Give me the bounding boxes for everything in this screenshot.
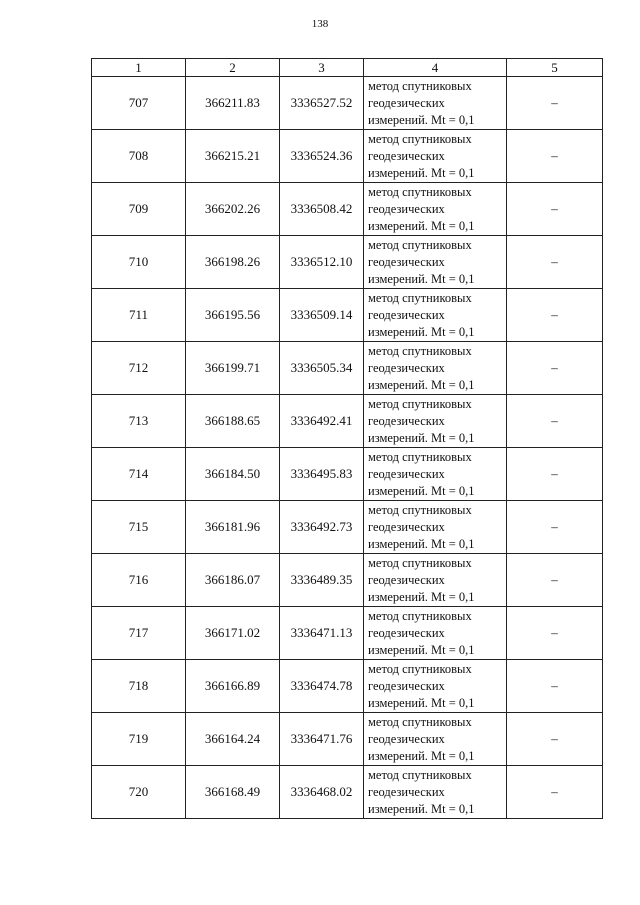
x-coordinate-cell: 366171.02 <box>186 607 280 660</box>
point-number-cell: 711 <box>92 289 186 342</box>
method-line: метод спутниковых <box>368 608 472 623</box>
method-line: метод спутниковых <box>368 449 472 464</box>
method-cell <box>364 77 507 130</box>
y-coordinate-cell: 3336527.52 <box>280 77 364 130</box>
column-header-2: 2 <box>186 59 280 77</box>
method-line: метод спутниковых <box>368 767 472 782</box>
x-coordinate-cell: 366199.71 <box>186 342 280 395</box>
method-line: метод спутниковых <box>368 714 472 729</box>
y-coordinate-cell: 3336474.78 <box>280 660 364 713</box>
y-coordinate-cell: 3336471.76 <box>280 713 364 766</box>
method-cell <box>364 236 507 289</box>
x-coordinate-cell: 366181.96 <box>186 501 280 554</box>
table-row <box>92 713 603 766</box>
note-cell: – <box>507 183 603 236</box>
method-line: измерений. Mt = 0,1 <box>368 218 475 233</box>
method-line: измерений. Mt = 0,1 <box>368 483 475 498</box>
note-cell: – <box>507 660 603 713</box>
method-line: метод спутниковых <box>368 237 472 252</box>
column-header-4: 4 <box>364 59 507 77</box>
x-coordinate-cell: 366188.65 <box>186 395 280 448</box>
y-coordinate-cell: 3336492.73 <box>280 501 364 554</box>
method-cell <box>364 395 507 448</box>
table-row <box>92 660 603 713</box>
table-row <box>92 448 603 501</box>
method-line: измерений. Mt = 0,1 <box>368 589 475 604</box>
table-row <box>92 236 603 289</box>
method-cell <box>364 183 507 236</box>
method-line: измерений. Mt = 0,1 <box>368 112 475 127</box>
method-line: геодезических <box>368 678 445 693</box>
point-number-cell: 713 <box>92 395 186 448</box>
table-row <box>92 342 603 395</box>
method-line: измерений. Mt = 0,1 <box>368 801 475 816</box>
method-line: геодезических <box>368 360 445 375</box>
y-coordinate-cell: 3336512.10 <box>280 236 364 289</box>
method-line: измерений. Mt = 0,1 <box>368 271 475 286</box>
x-coordinate-cell: 366211.83 <box>186 77 280 130</box>
x-coordinate-cell: 366215.21 <box>186 130 280 183</box>
note-cell: – <box>507 130 603 183</box>
table-header-row <box>92 59 603 77</box>
x-coordinate-cell: 366184.50 <box>186 448 280 501</box>
y-coordinate-cell: 3336524.36 <box>280 130 364 183</box>
table-row <box>92 289 603 342</box>
method-line: измерений. Mt = 0,1 <box>368 324 475 339</box>
note-cell: – <box>507 77 603 130</box>
table-row <box>92 183 603 236</box>
note-cell: – <box>507 289 603 342</box>
table-row <box>92 554 603 607</box>
x-coordinate-cell: 366198.26 <box>186 236 280 289</box>
method-cell <box>364 448 507 501</box>
note-cell: – <box>507 766 603 819</box>
method-cell <box>364 342 507 395</box>
table-row <box>92 607 603 660</box>
x-coordinate-cell: 366186.07 <box>186 554 280 607</box>
point-number-cell: 716 <box>92 554 186 607</box>
point-number-cell: 712 <box>92 342 186 395</box>
point-number-cell: 715 <box>92 501 186 554</box>
method-cell <box>364 713 507 766</box>
method-line: измерений. Mt = 0,1 <box>368 536 475 551</box>
method-line: измерений. Mt = 0,1 <box>368 430 475 445</box>
note-cell: – <box>507 554 603 607</box>
method-line: метод спутниковых <box>368 131 472 146</box>
method-cell <box>364 130 507 183</box>
x-coordinate-cell: 366202.26 <box>186 183 280 236</box>
y-coordinate-cell: 3336505.34 <box>280 342 364 395</box>
note-cell: – <box>507 448 603 501</box>
method-line: геодезических <box>368 95 445 110</box>
method-line: метод спутниковых <box>368 184 472 199</box>
method-line: метод спутниковых <box>368 396 472 411</box>
method-line: геодезических <box>368 307 445 322</box>
point-number-cell: 720 <box>92 766 186 819</box>
method-line: геодезических <box>368 148 445 163</box>
table-row <box>92 77 603 130</box>
page-number: 138 <box>311 18 329 30</box>
note-cell: – <box>507 236 603 289</box>
y-coordinate-cell: 3336508.42 <box>280 183 364 236</box>
y-coordinate-cell: 3336492.41 <box>280 395 364 448</box>
point-number-cell: 710 <box>92 236 186 289</box>
method-cell <box>364 660 507 713</box>
note-cell: – <box>507 501 603 554</box>
method-line: геодезических <box>368 413 445 428</box>
method-line: метод спутниковых <box>368 502 472 517</box>
method-line: измерений. Mt = 0,1 <box>368 165 475 180</box>
column-header-3: 3 <box>280 59 364 77</box>
method-line: измерений. Mt = 0,1 <box>368 695 475 710</box>
note-cell: – <box>507 395 603 448</box>
table-row <box>92 766 603 819</box>
y-coordinate-cell: 3336468.02 <box>280 766 364 819</box>
column-header-5: 5 <box>507 59 603 77</box>
point-number-cell: 708 <box>92 130 186 183</box>
method-line: геодезических <box>368 625 445 640</box>
x-coordinate-cell: 366168.49 <box>186 766 280 819</box>
method-line: измерений. Mt = 0,1 <box>368 642 475 657</box>
x-coordinate-cell: 366195.56 <box>186 289 280 342</box>
method-line: метод спутниковых <box>368 290 472 305</box>
note-cell: – <box>507 713 603 766</box>
method-line: метод спутниковых <box>368 343 472 358</box>
x-coordinate-cell: 366164.24 <box>186 713 280 766</box>
method-cell <box>364 501 507 554</box>
point-number-cell: 717 <box>92 607 186 660</box>
coordinates-table <box>91 58 603 819</box>
y-coordinate-cell: 3336471.13 <box>280 607 364 660</box>
method-cell <box>364 289 507 342</box>
method-line: измерений. Mt = 0,1 <box>368 377 475 392</box>
method-line: геодезических <box>368 254 445 269</box>
method-line: геодезических <box>368 572 445 587</box>
method-line: геодезических <box>368 784 445 799</box>
note-cell: – <box>507 607 603 660</box>
method-line: метод спутниковых <box>368 555 472 570</box>
point-number-cell: 714 <box>92 448 186 501</box>
point-number-cell: 707 <box>92 77 186 130</box>
method-line: геодезических <box>368 466 445 481</box>
note-cell: – <box>507 342 603 395</box>
method-line: геодезических <box>368 201 445 216</box>
x-coordinate-cell: 366166.89 <box>186 660 280 713</box>
table-body <box>92 77 603 819</box>
point-number-cell: 719 <box>92 713 186 766</box>
point-number-cell: 709 <box>92 183 186 236</box>
column-header-1: 1 <box>92 59 186 77</box>
table-row <box>92 395 603 448</box>
y-coordinate-cell: 3336489.35 <box>280 554 364 607</box>
method-line: геодезических <box>368 731 445 746</box>
point-number-cell: 718 <box>92 660 186 713</box>
method-cell <box>364 554 507 607</box>
y-coordinate-cell: 3336495.83 <box>280 448 364 501</box>
method-line: измерений. Mt = 0,1 <box>368 748 475 763</box>
y-coordinate-cell: 3336509.14 <box>280 289 364 342</box>
method-line: метод спутниковых <box>368 661 472 676</box>
method-line: метод спутниковых <box>368 78 472 93</box>
table-row <box>92 501 603 554</box>
method-line: геодезических <box>368 519 445 534</box>
method-cell <box>364 607 507 660</box>
table-row <box>92 130 603 183</box>
method-cell <box>364 766 507 819</box>
